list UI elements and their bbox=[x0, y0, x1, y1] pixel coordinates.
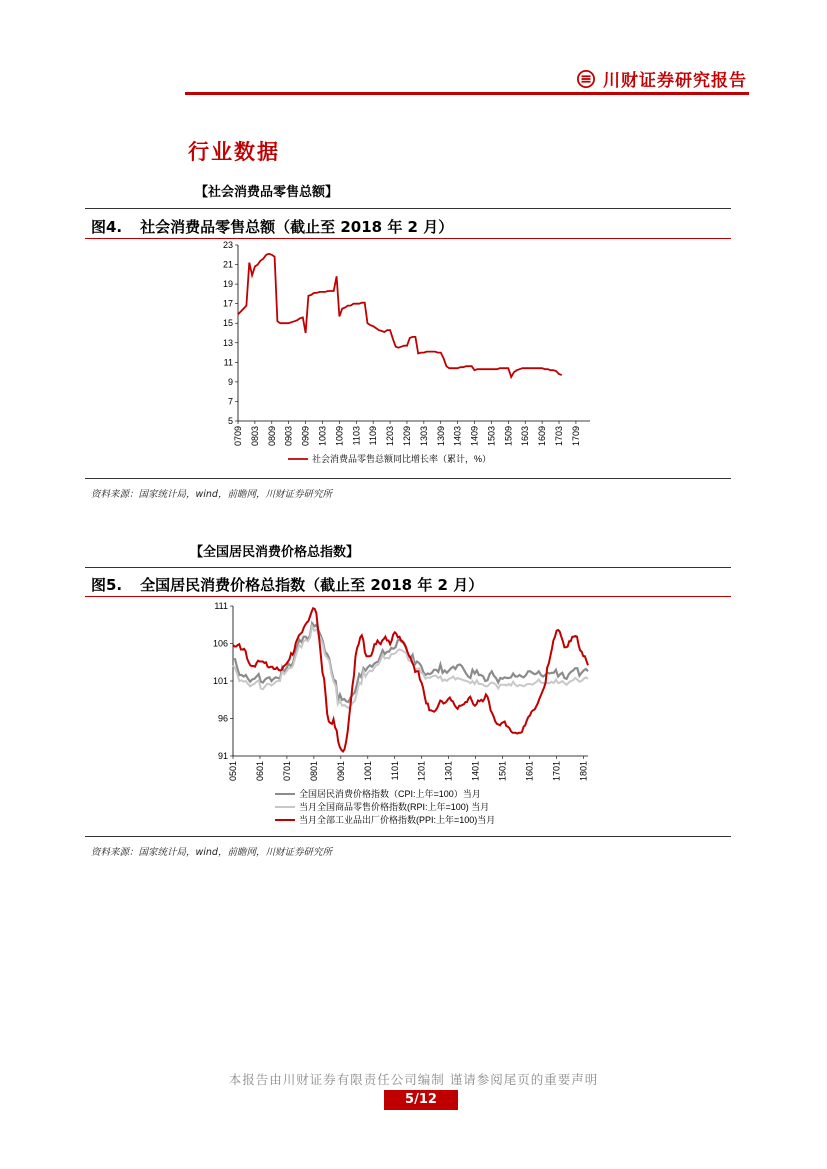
x-tick-label: 1301 bbox=[443, 761, 454, 782]
company-logo-icon bbox=[577, 70, 595, 88]
x-tick-label: 0803 bbox=[249, 426, 260, 447]
y-tick-label: 91 bbox=[217, 751, 228, 761]
legend-label: 当月全国商品零售价格指数(RPI:上年=100) 当月 bbox=[299, 802, 490, 812]
y-tick-label: 7 bbox=[227, 396, 233, 407]
y-tick-label: 106 bbox=[212, 638, 228, 649]
y-tick-label: 19 bbox=[222, 279, 233, 290]
x-tick-label: 1709 bbox=[570, 426, 581, 447]
x-tick-label: 0601 bbox=[254, 761, 265, 782]
x-tick-label: 1201 bbox=[416, 761, 427, 782]
x-tick-label: 1409 bbox=[469, 426, 480, 447]
footer-disclaimer: 本报告由川财证券有限责任公司编制 谨请参阅尾页的重要声明 bbox=[228, 1072, 599, 1087]
y-tick-label: 13 bbox=[222, 337, 233, 348]
x-tick-label: 1303 bbox=[418, 426, 429, 447]
y-tick-label: 111 bbox=[214, 601, 228, 611]
fig5-title: 全国居民消费价格总指数（截止至 2018 年 2 月） bbox=[140, 576, 484, 594]
x-tick-label: 1001 bbox=[362, 761, 373, 782]
header-brand bbox=[577, 66, 747, 91]
x-tick-label: 1501 bbox=[497, 761, 508, 782]
retail-sales-chart bbox=[220, 239, 600, 474]
y-tick-label: 15 bbox=[222, 318, 233, 329]
fig5-title-row bbox=[91, 574, 483, 595]
x-tick-label: 0909 bbox=[300, 426, 311, 447]
fig4-source: 资料来源：国家统计局，wind，前瞻网，川财证券研究所 bbox=[91, 489, 332, 500]
block2-subheading: 【全国居民消费价格总指数】 bbox=[190, 545, 360, 560]
fig5-bottom-rule bbox=[85, 836, 731, 837]
fig4-title-row bbox=[91, 216, 453, 237]
section-title: 行业数据 bbox=[188, 140, 280, 164]
x-tick-label: 1103 bbox=[351, 426, 362, 446]
x-tick-label: 0903 bbox=[283, 426, 294, 447]
fig4-title: 社会消费品零售总额（截止至 2018 年 2 月） bbox=[140, 218, 454, 236]
x-tick-label: 1009 bbox=[334, 426, 345, 447]
x-tick-label: 1403 bbox=[452, 426, 463, 447]
x-tick-label: 0809 bbox=[266, 426, 277, 447]
x-tick-label: 0801 bbox=[308, 761, 319, 782]
fig5-top-rule bbox=[85, 567, 731, 568]
x-tick-label: 1601 bbox=[524, 761, 535, 782]
y-tick-label: 23 bbox=[222, 240, 233, 250]
fig4-label: 图4. bbox=[91, 218, 123, 236]
x-tick-label: 0901 bbox=[335, 761, 346, 782]
x-tick-label: 1003 bbox=[317, 426, 328, 447]
fig5-source: 资料来源：国家统计局，wind，前瞻网，川财证券研究所 bbox=[91, 847, 332, 858]
x-tick-label: 1701 bbox=[551, 761, 562, 782]
x-tick-label: 1509 bbox=[503, 426, 514, 447]
fig4-bottom-rule bbox=[85, 478, 731, 479]
y-tick-label: 9 bbox=[227, 376, 233, 387]
x-tick-label: 1801 bbox=[578, 761, 589, 782]
legend-label: 社会消费品零售总额同比增长率（累计，%） bbox=[312, 454, 492, 464]
y-tick-label: 17 bbox=[222, 298, 233, 309]
cpi-chart bbox=[212, 598, 595, 833]
x-tick-label: 0709 bbox=[233, 426, 243, 447]
y-tick-label: 101 bbox=[212, 676, 228, 686]
x-tick-label: 1203 bbox=[385, 426, 396, 447]
retail-growth-line bbox=[238, 254, 562, 377]
x-tick-label: 0501 bbox=[228, 761, 238, 782]
x-tick-label: 1309 bbox=[435, 426, 446, 447]
header-rule bbox=[185, 92, 749, 95]
brand-name: 川财证券研究报告 bbox=[603, 71, 747, 91]
y-tick-label: 21 bbox=[222, 259, 233, 270]
x-tick-label: 1503 bbox=[486, 426, 497, 447]
x-tick-label: 1101 bbox=[389, 761, 400, 781]
fig5-title-rule bbox=[85, 596, 731, 597]
fig4-top-rule bbox=[85, 208, 731, 209]
fig5-label: 图5. bbox=[91, 576, 123, 594]
y-tick-label: 11 bbox=[223, 357, 233, 368]
x-tick-label: 0701 bbox=[281, 761, 292, 782]
x-tick-label: 1209 bbox=[401, 426, 412, 447]
x-tick-label: 1109 bbox=[368, 426, 379, 446]
x-tick-label: 1603 bbox=[520, 426, 531, 447]
x-tick-label: 1703 bbox=[554, 426, 565, 447]
x-tick-label: 1609 bbox=[537, 426, 548, 447]
legend-label: 当月全部工业品出厂价格指数(PPI:上年=100)当月 bbox=[299, 815, 496, 825]
y-tick-label: 5 bbox=[227, 416, 233, 426]
page-number: 5/12 bbox=[384, 1090, 458, 1110]
legend-label: 全国居民消费价格指数（CPI:上年=100）当月 bbox=[299, 789, 481, 799]
y-tick-label: 96 bbox=[217, 713, 228, 724]
series-line-2 bbox=[233, 608, 588, 751]
x-tick-label: 1401 bbox=[470, 761, 481, 782]
block1-subheading: 【社会消费品零售总额】 bbox=[195, 185, 339, 200]
